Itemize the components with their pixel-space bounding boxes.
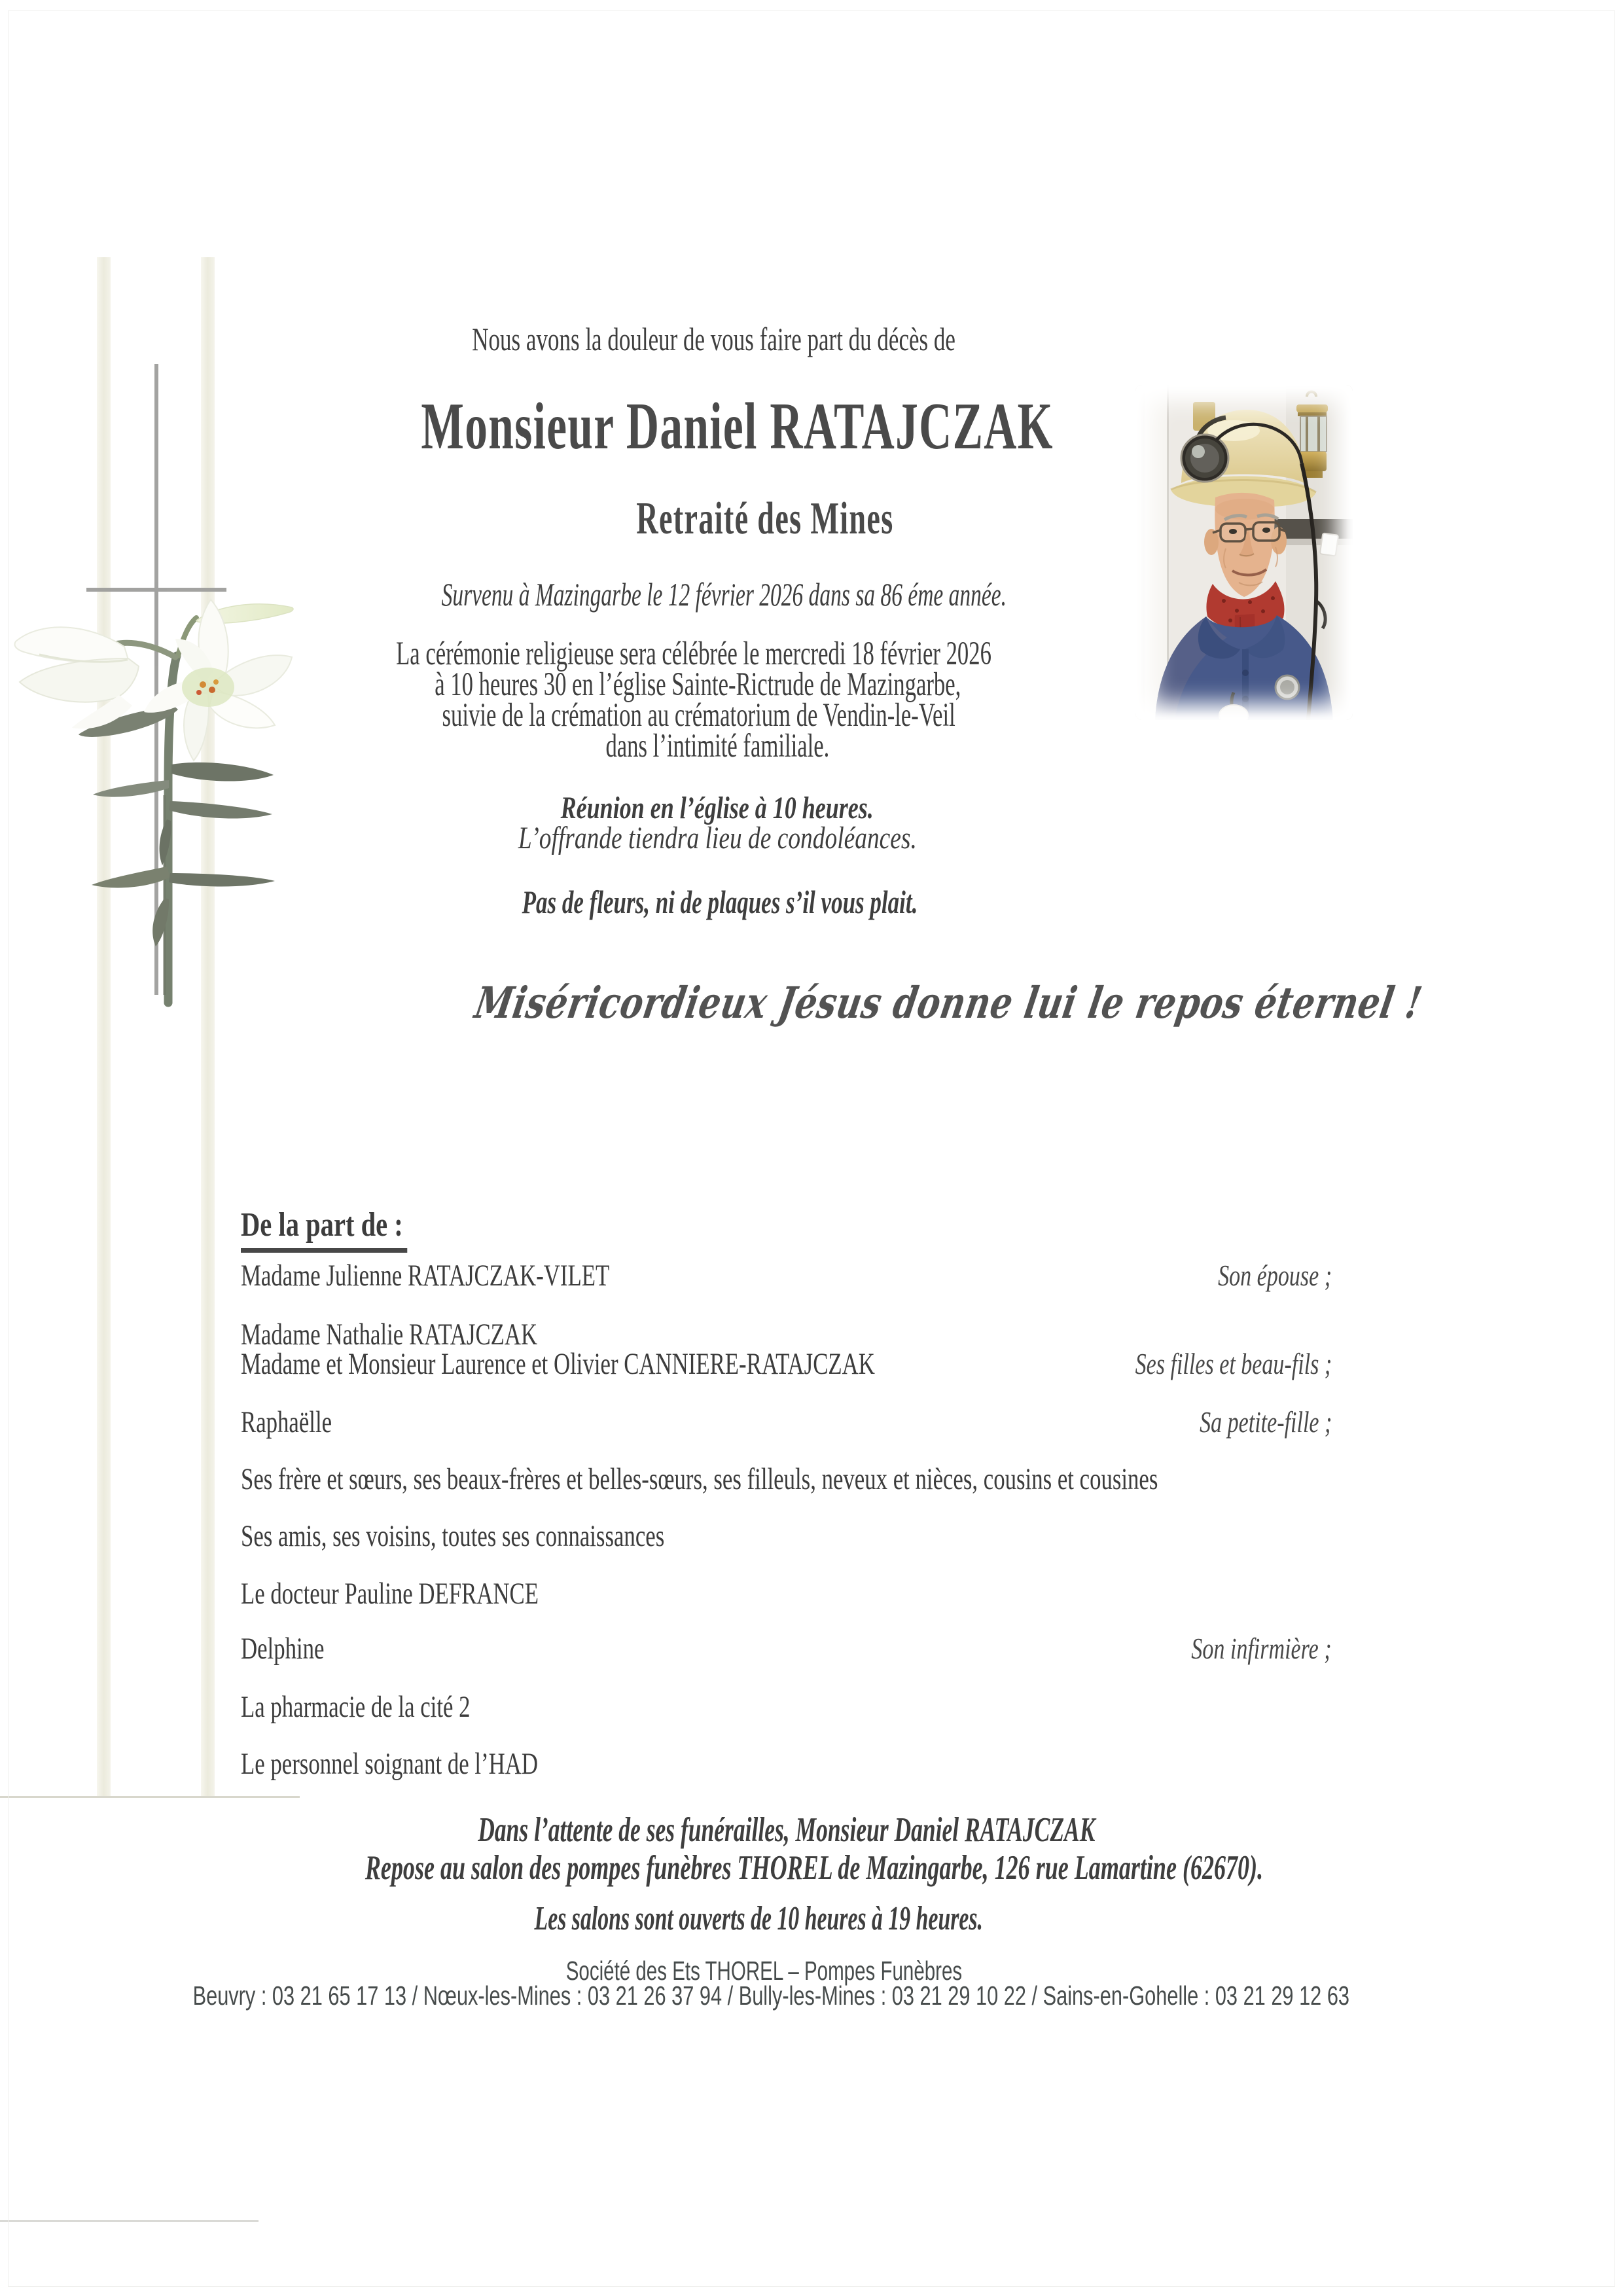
family-member-name: Ses frère et sœurs, ses beaux-frères et belles-sœurs, ses filleuls, neveux et nièces, cousins et cousines [241, 1462, 1158, 1496]
family-member-name: Madame Julienne RATAJCZAK-VILET [241, 1259, 610, 1293]
intro-line: Nous avons la douleur de vous faire part du décès de [472, 321, 956, 357]
footer-phones: Beuvry : 03 21 65 17 13 / Nœux-les-Mines : 03 21 26 37 94 / Bully-les-Mines : 03 21 29 10 22 / Sains-en-Gohelle : 03 21 29 12 63 [192, 1981, 1349, 2011]
family-member-name: Raphaëlle [241, 1405, 332, 1439]
death-line: Survenu à Mazingarbe le 12 février 2026 dans sa 86 éme année. [441, 576, 1007, 613]
lily-cross-artwork [0, 249, 314, 1806]
from-heading: De la part de : [241, 1206, 454, 1253]
deceased-title: Retraité des Mines [636, 493, 894, 544]
waiting-line: Dans l’attente de ses funérailles, Monsieur Daniel RATAJCZAK [478, 1811, 1096, 1849]
offering-line: L’offrande tiendra lieu de condoléances. [518, 821, 917, 855]
ceremony-line-3: suivie de la crémation au crématorium de Vendin-le-Veil [442, 697, 956, 734]
repose-line: Repose au salon des pompes funèbres THOREL de Mazingarbe, 126 rue Lamartine (62670). [365, 1849, 1264, 1887]
no-flowers-line: Pas de fleurs, ni de plaques s’il vous plait. [522, 884, 918, 920]
meeting-line: Réunion en l’église à 10 heures. [560, 791, 874, 825]
family-relation-label: Son épouse ; [1218, 1259, 1332, 1292]
family-member-name: Delphine [241, 1632, 325, 1666]
family-member-name: Madame et Monsieur Laurence et Olivier CANNIERE-RATAJCZAK [241, 1347, 875, 1381]
scan-edge-artifact [0, 2220, 259, 2222]
family-relation-label: Ses filles et beau-fils ; [1135, 1347, 1332, 1380]
ivory-ribbons [0, 257, 300, 1798]
ceremony-line-1: La cérémonie religieuse sera célébrée le mercredi 18 février 2026 [396, 636, 991, 672]
ceremony-line-4: dans l’intimité familiale. [605, 728, 829, 764]
salon-hours-line: Les salons sont ouverts de 10 heures à 19 heures. [534, 1900, 983, 1937]
family-member-name: La pharmacie de la cité 2 [241, 1690, 471, 1724]
family-member-name: Ses amis, ses voisins, toutes ses connaissances [241, 1519, 665, 1553]
family-relation-label: Sa petite-fille ; [1199, 1405, 1332, 1439]
family-member-name: Le docteur Pauline DEFRANCE [241, 1577, 539, 1611]
lily-illustration [0, 249, 314, 1806]
prayer-line: Miséricordieux Jésus donne lui le repos éternel ! [471, 977, 1426, 1028]
family-relation-label: Son infirmière ; [1191, 1632, 1332, 1665]
deceased-name: Monsieur Daniel RATAJCZAK [421, 389, 1054, 463]
family-member-name: Le personnel soignant de l’HAD [241, 1747, 538, 1781]
ceremony-line-2: à 10 heures 30 en l’église Sainte-Rictrude de Mazingarbe, [434, 666, 961, 703]
footer-company: Société des Ets THOREL – Pompes Funèbres [565, 1956, 962, 1986]
family-member-name: Madame Nathalie RATAJCZAK [241, 1318, 538, 1352]
